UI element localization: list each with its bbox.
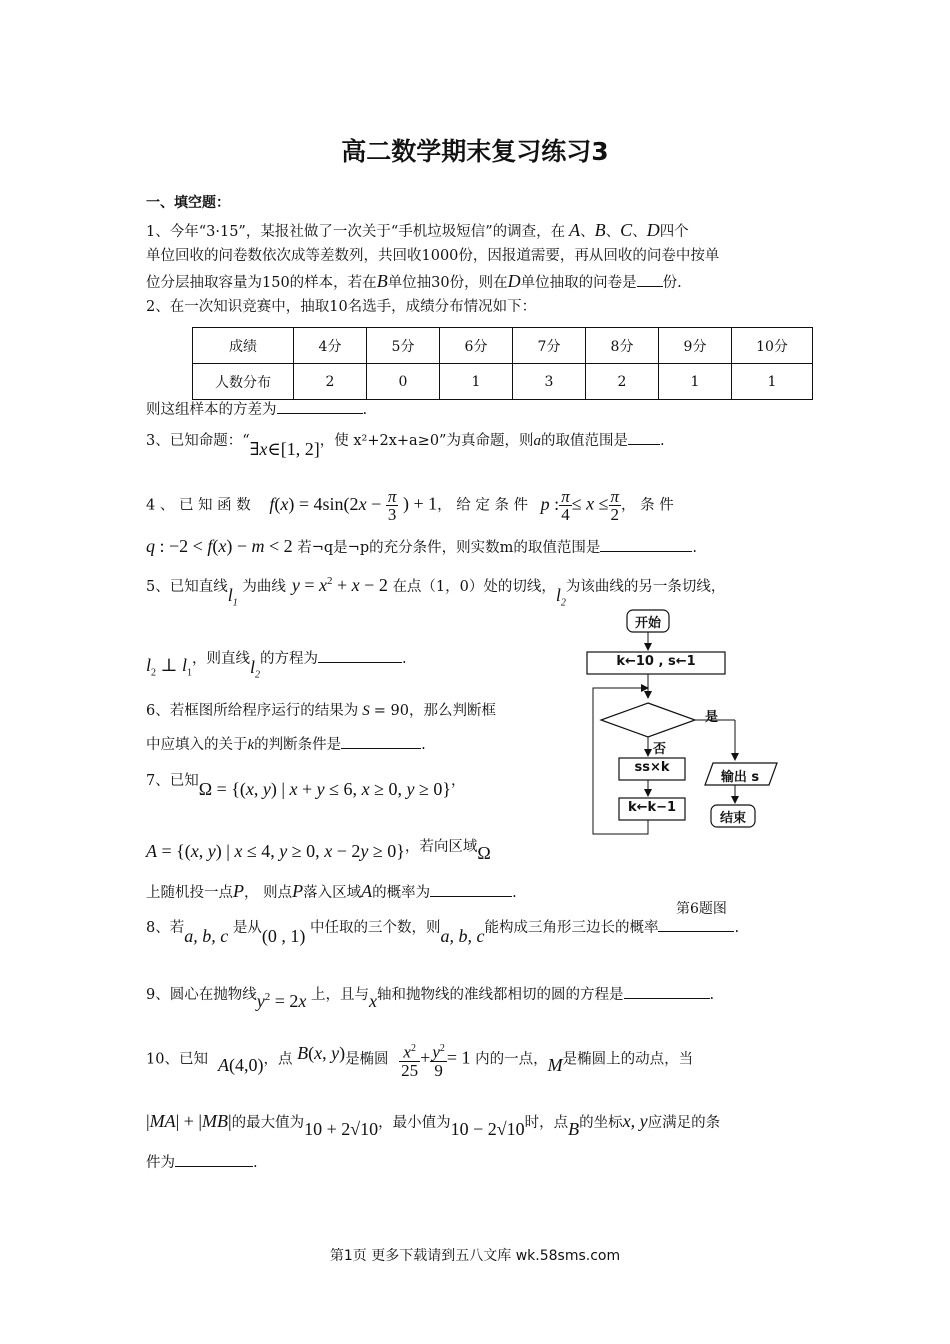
q10-line2: |MA| + |MB|的最大值为10 + 2√10，最小值为10 − 2√10时，点B的坐标x, y应满足的条 [146, 1111, 721, 1139]
flow-dec-label: k←k−1 [627, 800, 677, 815]
table-cell: 1 [440, 364, 513, 400]
table-cell: 8分 [586, 328, 659, 364]
table-cell: 2 [294, 364, 367, 400]
table-cell: 人数分布 [193, 364, 294, 400]
table-row [193, 364, 813, 400]
flow-body-label: ss×k [634, 760, 670, 775]
table-cell: 1 [732, 364, 813, 400]
q8: 8、若a, b, c 是从(0 , 1) 中任取的三个数，则a, b, c能构成三角形三边长的概率 . [146, 915, 806, 939]
table-cell: 2 [586, 364, 659, 400]
q7-line3: 上随机投一点P， 则点P落入区域A的概率为 . [146, 881, 517, 901]
page-footer: 第1页 更多下载请到五八文库 wk.58sms.com [329, 1248, 621, 1264]
q1-line1: 1、今年“3·15”，某报社做了一次关于“手机垃圾短信”的调查，在 A、B、C、D四个 [146, 220, 689, 240]
q4-line2: q : −2 < f(x) − m < 2 若¬q是¬p的充分条件，则实数m的取值范围是 . [146, 536, 697, 556]
table-row [193, 328, 813, 364]
table-cell: 6分 [440, 328, 513, 364]
q5-line2: $l_2$ ⊥ $l_1$，则直线$l_2$的方程为 . [146, 646, 806, 677]
flow-end-label: 结束 [719, 811, 746, 826]
q2-intro: 2、在一次知识竞赛中，抽取10名选手，成绩分布情况如下： [146, 299, 537, 315]
q2-tail: 则这组样本的方差为 . [146, 399, 806, 421]
table-cell: 成绩 [193, 328, 294, 364]
table-cell: 3 [513, 364, 586, 400]
q1-line3: 位分层抽取容量为150的样本，若在B单位抽30份，则在D单位抽取的问卷是 份. [146, 271, 682, 291]
table-cell: 9分 [659, 328, 732, 364]
flow-no-label: 否 [653, 742, 667, 757]
section-heading: 一、填空题： [146, 195, 230, 211]
figure-caption: 第6题图 [676, 901, 727, 917]
flow-start-label: 开始 [634, 616, 661, 631]
q6-line2: 中应填入的关于k的判断条件是 . [146, 734, 566, 756]
q7-line2: A = {(x, y) | x ≤ 4, y ≥ 0, x − 2y ≥ 0}，若向区域Ω [146, 839, 491, 863]
flow-yes-label: 是 [705, 710, 719, 725]
flow-output-label: 输出 s [720, 770, 760, 785]
table-cell: 0 [367, 364, 440, 400]
q3: 3、已知命题：“∃x∈[1, 2]，使 x²+2x+a≥0”为真命题，则a的取值范围是 . [146, 428, 806, 452]
flow-decision-diamond [601, 703, 695, 737]
q10-line3: 件为 . [146, 1152, 806, 1174]
score-table [192, 327, 813, 400]
table-cell: 4分 [294, 328, 367, 364]
table-cell: 1 [659, 364, 732, 400]
q4-line1: 4 、 已 知 函 数 f(x) = 4sin(2x − $\frac{\pi}{3}$ ) + 1， 给 定 条 件 p : $\frac{\pi}{4}$ ≤ x ≤ $\frac{\pi}{2}$ ， 条 件 [146, 487, 674, 524]
table-cell: 7分 [513, 328, 586, 364]
q7-line1: 7、已知Ω = {(x, y) | x + y ≤ 6, x ≥ 0, y ≥ 0}， [146, 773, 466, 799]
q5-line1: 5、已知直线$l_1$ 为曲线 $y = x^2 + x - 2$ 在点（1，0）处的切线，$l_2$为该曲线的另一条切线， [146, 575, 726, 609]
table-cell: 10分 [732, 328, 813, 364]
q6-line1: 6、若框图所给程序运行的结果为 S = 90，那么判断框 [146, 703, 496, 719]
q9: 9、圆心在抛物线$y^2 = 2x$ 上，且与x轴和抛物线的准线都相切的圆的方程是 . [146, 978, 806, 1006]
q1-line2: 单位回收的问卷数依次成等差数列，共回收1000份，因报道需要，再从回收的问卷中按单 [146, 248, 720, 264]
page-title: 高二数学期末复习练习3 [341, 137, 609, 166]
flow-init-label: k←10 , s←1 [616, 654, 696, 669]
q10-line1: 10、已知 A(4,0)，点 B(x, y)是椭圆 $\frac{x^2}{25}$ + $\frac{y^2}{9}$ = 1 内的一点，M是椭圆上的动点，当 [146, 1040, 806, 1079]
table-cell: 5分 [367, 328, 440, 364]
